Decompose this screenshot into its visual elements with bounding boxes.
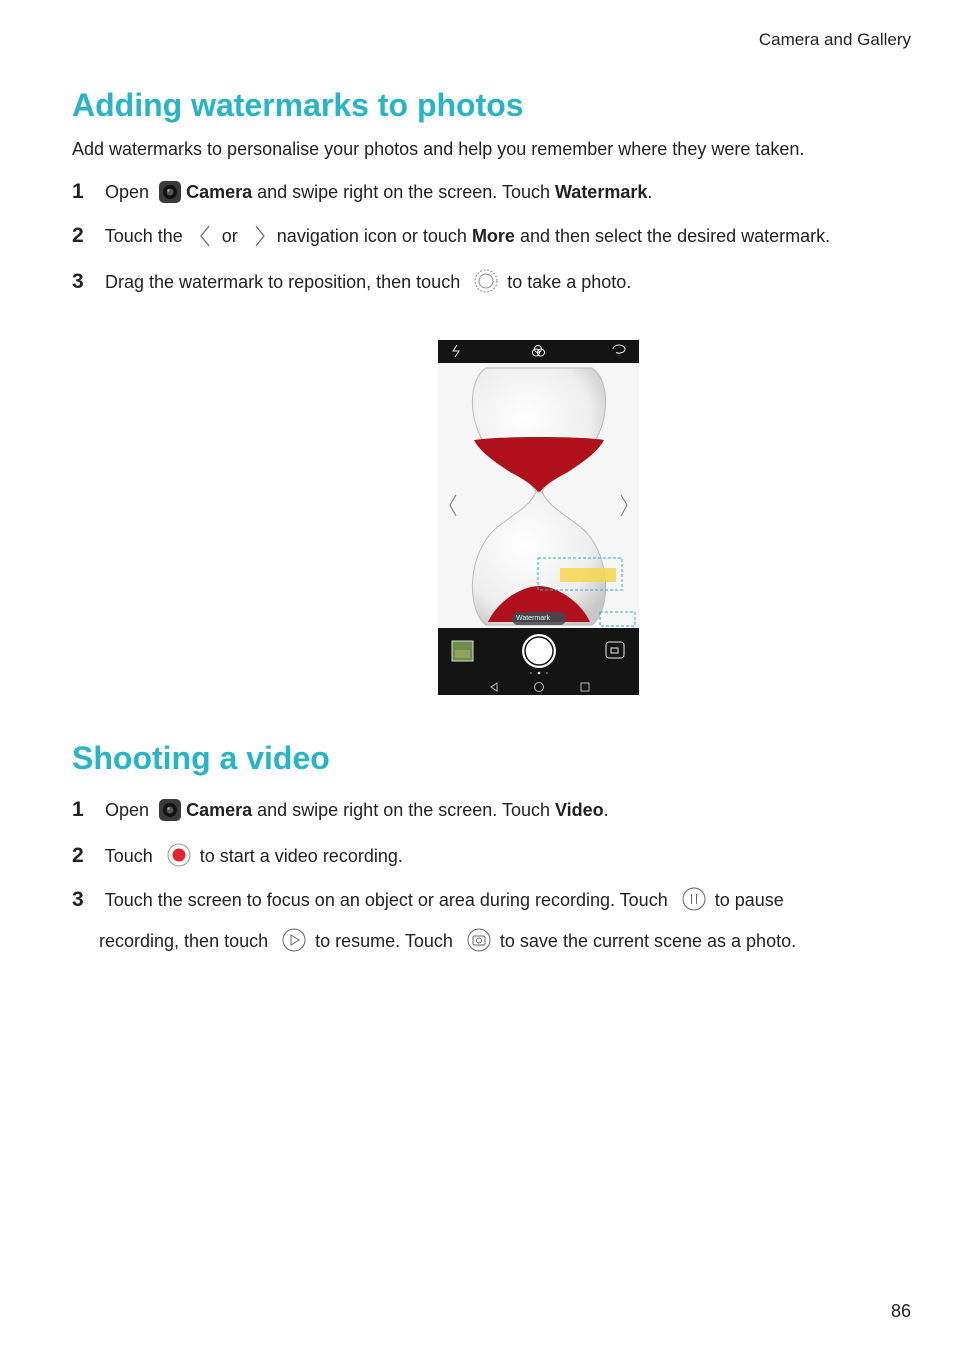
- step-text: navigation icon or touch: [276, 226, 472, 246]
- step-text: to resume. Touch: [315, 931, 453, 951]
- step-3-video-continued: [99, 927, 796, 958]
- step-text: and then select the desired watermark.: [514, 226, 831, 246]
- running-header: Camera and Gallery: [758, 30, 911, 49]
- gallery-thumbnail[interactable]: [452, 641, 473, 661]
- step-2-watermark: [72, 224, 830, 253]
- camera-app-icon: [158, 798, 182, 827]
- step-number: 3: [72, 888, 84, 911]
- step-text: Touch the screen to focus on an object or area during recording. Touch: [104, 890, 668, 910]
- step-number: 1: [72, 798, 84, 821]
- step-number: 3: [72, 270, 84, 293]
- play-icon: [281, 927, 307, 958]
- step-3-watermark: [72, 268, 631, 299]
- step-text: to save the current scene as a photo.: [499, 931, 797, 951]
- step-text: Drag the watermark to reposition, then touch: [105, 272, 461, 292]
- step-text: to start a video recording.: [199, 846, 403, 866]
- step-1-video: [72, 798, 609, 827]
- step-text: Touch the: [104, 226, 183, 246]
- step-text: or: [221, 226, 238, 246]
- video-label: Video: [554, 800, 604, 820]
- shutter-button[interactable]: [522, 634, 556, 668]
- filter-icon[interactable]: [533, 346, 545, 357]
- back-nav-icon[interactable]: [491, 683, 497, 691]
- step-text: recording, then touch: [99, 931, 269, 951]
- switch-camera-icon[interactable]: [613, 345, 625, 353]
- record-icon: [166, 842, 192, 873]
- step-2-video: [72, 842, 403, 873]
- watermark-label: Watermark: [554, 182, 648, 202]
- step-1-watermark: [72, 180, 652, 209]
- camera-app-icon: [158, 180, 182, 209]
- step-text: Open: [105, 800, 150, 820]
- more-label: More: [471, 226, 515, 246]
- chevron-right-icon: [253, 224, 267, 253]
- page-number: 86: [890, 1301, 911, 1321]
- intro-paragraph: Add watermarks to personalise your photos and help you remember where they were taken.: [72, 139, 805, 159]
- step-text: to take a photo.: [507, 272, 632, 292]
- step-text: .: [603, 800, 609, 820]
- home-nav-icon[interactable]: [535, 683, 544, 692]
- camera-bottom-bar: [438, 628, 639, 695]
- camera-label: Camera: [186, 182, 253, 202]
- camera-top-bar: [438, 340, 639, 363]
- chevron-left-icon: [198, 224, 212, 253]
- video-mode-icon[interactable]: [606, 642, 624, 658]
- pause-icon: [681, 886, 707, 917]
- step-text: to pause: [714, 890, 784, 910]
- recents-nav-icon[interactable]: [581, 683, 589, 691]
- step-number: 1: [72, 180, 84, 203]
- step-text: .: [647, 182, 653, 202]
- step-text: Open: [105, 182, 150, 202]
- step-text: and swipe right on the screen. Touch: [252, 800, 555, 820]
- step-number: 2: [72, 844, 84, 867]
- step-text: Touch: [104, 846, 153, 866]
- shutter-icon: [473, 268, 499, 299]
- section-title-video: Shooting a video: [72, 740, 330, 776]
- camera-screenshot: [438, 340, 639, 695]
- step-text: and swipe right on the screen. Touch: [252, 182, 555, 202]
- step-3-video: [72, 886, 784, 917]
- snapshot-camera-icon: [466, 927, 492, 958]
- step-number: 2: [72, 224, 84, 247]
- flash-icon[interactable]: [453, 345, 459, 357]
- watermark-tab-label[interactable]: Watermark: [516, 615, 550, 622]
- section-title-watermarks: Adding watermarks to photos: [72, 87, 524, 123]
- camera-label: Camera: [186, 800, 253, 820]
